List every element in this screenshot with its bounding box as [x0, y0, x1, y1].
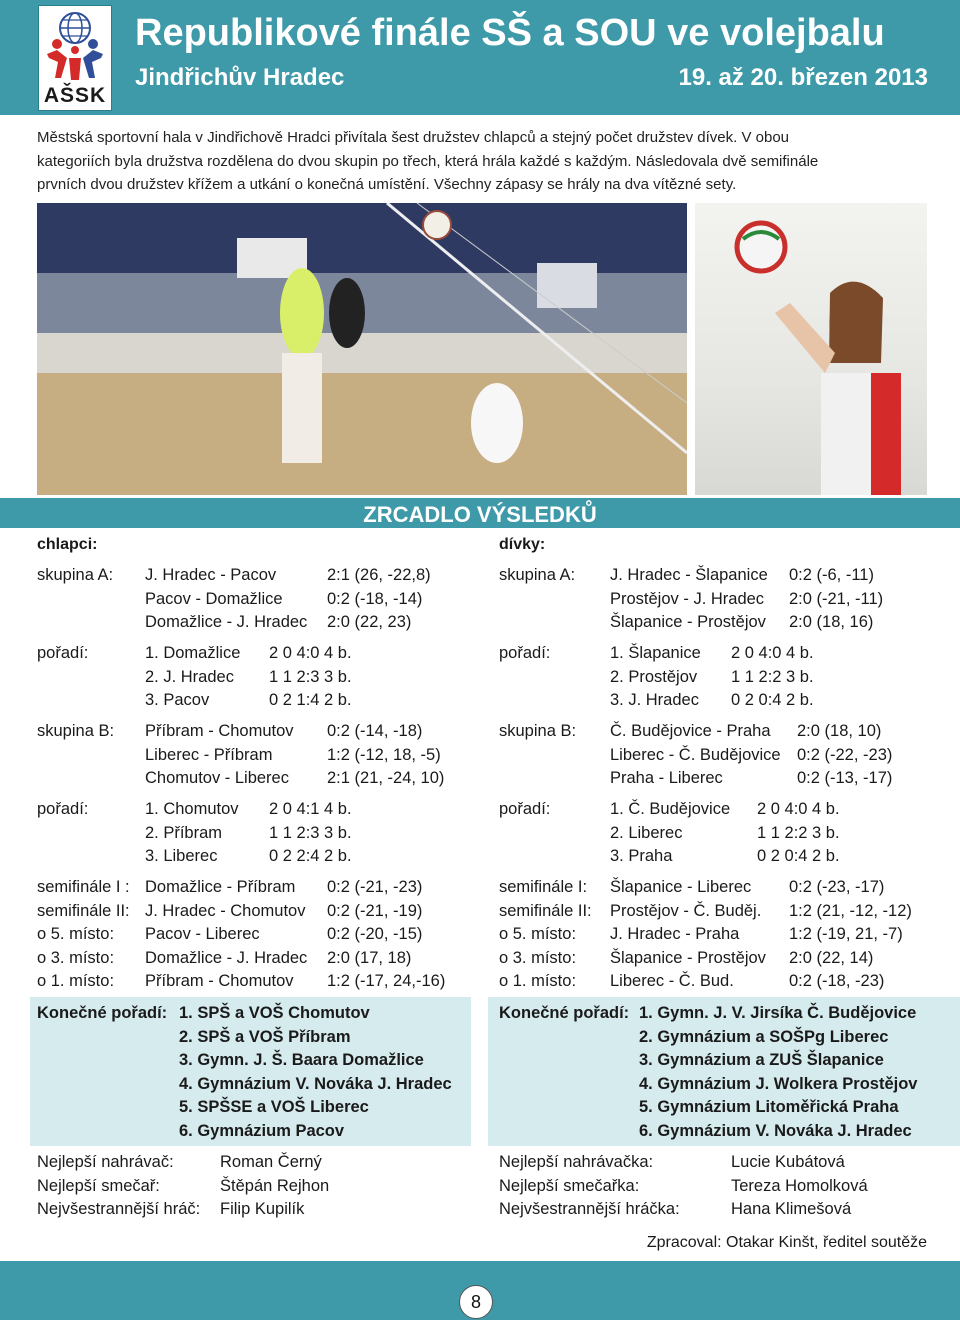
- girls-row-score: 0:2 (-22, -23): [797, 745, 893, 764]
- girls-standing-team: 1. Šlapanice: [610, 644, 701, 662]
- girls-final-item: 1. Gymn. J. V. Jirsíka Č. Budějovice: [639, 1004, 917, 1022]
- boys-row-match: Liberec - Příbram: [145, 745, 273, 764]
- girls-final-label: Konečné pořadí:: [499, 1004, 630, 1022]
- award-label: Nejvšestrannější hráč:: [37, 1200, 201, 1219]
- boys-standing-team: 2. J. Hradec: [145, 667, 234, 686]
- award-winner: Roman Černý: [220, 1153, 322, 1171]
- award-label: Nejlepší nahrávač:: [37, 1153, 174, 1171]
- award-winner: Filip Kupilík: [220, 1200, 305, 1219]
- boys-final-item: 2. SPŠ a VOŠ Příbram: [179, 1027, 351, 1046]
- boys-results: [37, 564, 477, 994]
- intro-line: prvních dvou družstev křížem a utkání o konečná umístění. Všechny zápasy se hrály na dva vítězné sety.: [37, 176, 737, 193]
- girls-results: [499, 564, 939, 994]
- boys-row-score: 2:0 (22, 23): [327, 613, 412, 632]
- boys-row-label: skupina A:: [37, 566, 114, 584]
- boys-row-score: 0:2 (-14, -18): [327, 722, 423, 740]
- boys-standing-score: 0 2 1:4 2 b.: [269, 691, 352, 710]
- boys-final-item: 3. Gymn. J. Š. Baara Domažlice: [179, 1051, 424, 1070]
- girls-standing-score: 2 0 4:0 4 b.: [757, 800, 840, 818]
- girls-standing-team: 1. Č. Budějovice: [610, 800, 731, 818]
- boys-final-standings: [37, 1002, 467, 1144]
- boys-standing-score: 1 1 2:3 3 b.: [269, 823, 352, 842]
- volleyball-match-photo: [37, 203, 687, 495]
- girls-standing-team: 3. Praha: [610, 847, 673, 866]
- boys-row-match: Domažlice - Příbram: [145, 878, 296, 896]
- girls-row-match: Praha - Liberec: [610, 769, 723, 788]
- section-title: ZRCADLO VÝSLEDKŮ: [363, 502, 597, 527]
- girls-row-match: Prostějov - J. Hradec: [610, 589, 765, 608]
- boys-final-item: 4. Gymnázium V. Nováka J. Hradec: [179, 1074, 452, 1093]
- award-label: Nejlepší nahrávačka:: [499, 1153, 654, 1171]
- girls-standing-score: 0 2 0:4 2 b.: [731, 691, 814, 710]
- boys-row-match: Chomutov - Liberec: [145, 769, 289, 788]
- girls-final-item: 6. Gymnázium V. Nováka J. Hradec: [639, 1121, 912, 1140]
- match-scene-illustration: [37, 203, 687, 495]
- girls-row-score: 2:0 (-21, -11): [789, 589, 884, 608]
- location-label: Jindřichův Hradec: [135, 64, 345, 91]
- girls-standing-team: 3. J. Hradec: [610, 691, 699, 710]
- boys-standing-team: 2. Příbram: [145, 823, 223, 842]
- boys-standing-score: 2 0 4:1 4 b.: [269, 800, 352, 818]
- boys-standing-team: 3. Pacov: [145, 691, 210, 710]
- girls-standing-team: 2. Prostějov: [610, 667, 698, 686]
- girls-standing-score: 1 1 2:2 3 b.: [731, 667, 814, 686]
- girls-row-match: J. Hradec - Šlapanice: [610, 566, 768, 584]
- girls-row-label: skupina B:: [499, 722, 577, 740]
- boys-row-score: 0:2 (-21, -23): [327, 878, 423, 896]
- boys-row-match: J. Hradec - Pacov: [145, 566, 277, 584]
- boys-row-score: 1:2 (-12, 18, -5): [327, 745, 441, 764]
- girls-row-match: Šlapanice - Prostějov: [610, 613, 766, 632]
- award-label: Nejvšestrannější hráčka:: [499, 1200, 680, 1219]
- girls-row-score: 2:0 (18, 16): [789, 613, 874, 632]
- girls-row-label: pořadí:: [499, 644, 551, 662]
- girls-row-score: 0:2 (-13, -17): [797, 769, 893, 788]
- boys-row-score: 0:2 (-20, -15): [327, 925, 423, 944]
- girls-row-score: 2:0 (22, 14): [789, 948, 874, 967]
- girls-best-players: [499, 1151, 929, 1222]
- award-winner: Hana Klimešová: [731, 1200, 852, 1219]
- girls-row-match: Liberec - Č. Bud.: [610, 972, 734, 991]
- boys-row-label: semifinále I :: [37, 878, 130, 896]
- boys-row-score: 1:2 (-17, 24,-16): [327, 972, 446, 991]
- girls-final-item: 3. Gymnázium a ZUŠ Šlapanice: [639, 1051, 884, 1070]
- boys-row-label: pořadí:: [37, 800, 89, 818]
- girls-final-item: 2. Gymnázium a SOŠPg Liberec: [639, 1027, 889, 1046]
- boys-standing-team: 3. Liberec: [145, 847, 218, 866]
- girls-standing-team: 2. Liberec: [610, 823, 683, 842]
- girls-row-match: Šlapanice - Liberec: [610, 878, 752, 896]
- award-label: Nejlepší smečař:: [37, 1176, 160, 1195]
- girls-row-match: Liberec - Č. Budějovice: [610, 745, 781, 764]
- boys-row-label: skupina B:: [37, 722, 115, 740]
- boys-standing-score: 0 2 2:4 2 b.: [269, 847, 352, 866]
- girls-row-score: 2:0 (18, 10): [797, 722, 882, 740]
- girls-row-label: semifinále I:: [499, 878, 588, 896]
- award-winner: Štěpán Rejhon: [220, 1176, 330, 1195]
- boys-row-label: o 5. místo:: [37, 925, 115, 944]
- girls-row-label: skupina A:: [499, 566, 576, 584]
- boys-row-score: 2:1 (21, -24, 10): [327, 769, 445, 788]
- award-winner: Lucie Kubátová: [731, 1153, 845, 1171]
- globe-figures-icon: [39, 6, 111, 86]
- boys-label: chlapci:: [37, 536, 98, 553]
- boys-row-label: o 3. místo:: [37, 948, 115, 967]
- player-serving-photo: [695, 203, 927, 495]
- girls-row-match: Šlapanice - Prostějov: [610, 948, 766, 967]
- award-winner: Tereza Homolková: [731, 1176, 868, 1195]
- boys-row-match: Domažlice - J. Hradec: [145, 613, 308, 632]
- girls-standing-score: 1 1 2:2 3 b.: [757, 823, 840, 842]
- boys-best-players: [37, 1151, 467, 1222]
- girls-row-label: o 5. místo:: [499, 925, 577, 944]
- boys-final-item: 5. SPŠSE a VOŠ Liberec: [179, 1098, 369, 1117]
- girls-row-score: 0:2 (-6, -11): [789, 566, 874, 584]
- boys-standing-score: 1 1 2:3 3 b.: [269, 667, 352, 686]
- boys-row-match: Příbram - Chomutov: [145, 972, 294, 991]
- credit-line: Zpracoval: Otakar Kinšt, ředitel soutěže: [646, 1234, 927, 1251]
- boys-standing-team: 1. Chomutov: [145, 800, 239, 818]
- boys-row-match: Pacov - Liberec: [145, 925, 260, 944]
- girls-row-label: o 3. místo:: [499, 948, 577, 967]
- boys-row-match: Příbram - Chomutov: [145, 722, 294, 740]
- girls-row-score: 0:2 (-23, -17): [789, 878, 885, 896]
- boys-row-label: o 1. místo:: [37, 972, 115, 991]
- player-illustration: [695, 203, 927, 495]
- girls-row-match: Č. Budějovice - Praha: [610, 722, 771, 740]
- boys-row-match: J. Hradec - Chomutov: [145, 901, 306, 920]
- intro-line: kategoriích byla družstva rozdělena do dvou skupin po třech, která hrála každé s každým. Následovala dvě semifinále: [37, 152, 819, 170]
- girls-final-item: 4. Gymnázium J. Wolkera Prostějov: [639, 1074, 918, 1093]
- boys-final-list: [179, 1002, 452, 1144]
- girls-standing-score: 2 0 4:0 4 b.: [731, 644, 814, 662]
- boys-row-score: 2:0 (17, 18): [327, 948, 412, 967]
- award-label: Nejlepší smečařka:: [499, 1176, 640, 1195]
- girls-row-score: 1:2 (21, -12, -12): [789, 901, 912, 920]
- boys-standing-score: 2 0 4:0 4 b.: [269, 644, 352, 662]
- girls-row-score: 0:2 (-18, -23): [789, 972, 885, 991]
- boys-row-label: semifinále II:: [37, 901, 130, 920]
- boys-standing-team: 1. Domažlice: [145, 644, 241, 662]
- boys-row-match: Pacov - Domažlice: [145, 589, 283, 608]
- date-label: 19. až 20. březen 2013: [678, 64, 928, 91]
- girls-label: dívky:: [499, 536, 546, 553]
- girls-row-label: semifinále II:: [499, 901, 592, 920]
- girls-final-item: 5. Gymnázium Litoměřická Praha: [639, 1098, 899, 1117]
- girls-final-list: [639, 1002, 917, 1144]
- intro-line: Městská sportovní hala v Jindřichově Hradci přivítala šest družstev chlapců a stejný počet družstev dívek. V obou: [37, 129, 790, 146]
- boys-final-label: Konečné pořadí:: [37, 1004, 168, 1022]
- girls-row-label: pořadí:: [499, 800, 551, 818]
- girls-row-match: Prostějov - Č. Buděj.: [610, 901, 762, 920]
- girls-row-score: 1:2 (-19, 21, -7): [789, 925, 903, 944]
- girls-row-label: o 1. místo:: [499, 972, 577, 991]
- boys-final-item: 1. SPŠ a VOŠ Chomutov: [179, 1004, 370, 1022]
- logo-text: AŠSK: [43, 84, 107, 107]
- girls-final-standings: [499, 1002, 939, 1144]
- girls-standing-score: 0 2 0:4 2 b.: [757, 847, 840, 866]
- boys-row-score: 0:2 (-18, -14): [327, 589, 423, 608]
- boys-row-label: pořadí:: [37, 644, 89, 662]
- page-number: 8: [459, 1285, 493, 1319]
- page-title: Republikové finále SŠ a SOU ve volejbalu: [135, 12, 885, 54]
- boys-row-score: 0:2 (-21, -19): [327, 901, 423, 920]
- girls-row-match: J. Hradec - Praha: [610, 925, 740, 944]
- intro-paragraph: [37, 126, 927, 197]
- boys-final-item: 6. Gymnázium Pacov: [179, 1121, 345, 1140]
- assk-logo: [38, 5, 112, 111]
- boys-row-match: Domažlice - J. Hradec: [145, 948, 308, 967]
- boys-row-score: 2:1 (26, -22,8): [327, 566, 431, 584]
